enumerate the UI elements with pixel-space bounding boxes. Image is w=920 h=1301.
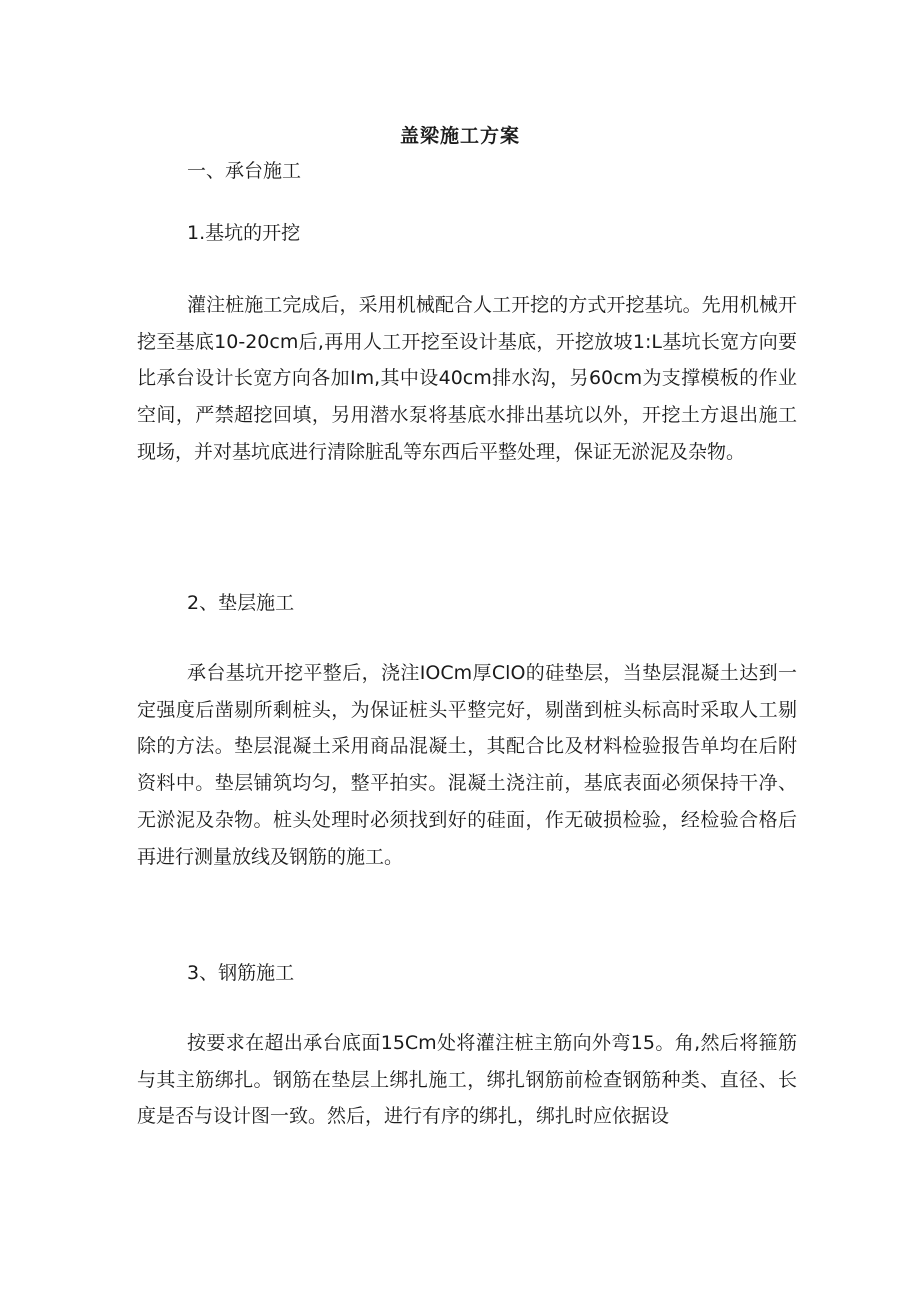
paragraph-excavation: 灌注桩施工完成后，采用机械配合人工开挖的方式开挖基坑。先用机械开挖至基底10-20cm后,再用人工开挖至设计基底，开挖放坡1:L基坑长宽方向要比承台设计长宽方向各加Im,其中设40cm排水沟，另60cm为支撑模板的作业空间，严禁超挖回填，另用潜水泵将基底水排出基坑以外，开挖土方退出施工现场，并对基坑底进行清除脏乱等东西后平整处理，保证无淤泥及杂物。 — [137, 294, 797, 463]
subsection-heading-rebar: 3、钢筋施工 — [187, 962, 295, 984]
document-title: 盖梁施工方案 — [399, 125, 520, 147]
subsection-heading-excavation: 1.基坑的开挖 — [187, 222, 301, 244]
subsection-heading-cushion: 2、垫层施工 — [187, 592, 295, 614]
paragraph-cushion: 承台基坑开挖平整后，浇注IOCm厚ClO的硅垫层，当垫层混凝土达到一定强度后凿剔所剩桩头，为保证桩头平整完好，剔凿到桩头标高时采取人工剔除的方法。垫层混凝土采用商品混凝土，其配合比及材料检验报告单均在后附资料中。垫层铺筑均匀，整平拍实。混凝土浇注前，基底表面必须保持干净、无淤泥及杂物。桩头处理时必须找到好的硅面，作无破损检验，经检验合格后再进行测量放线及钢筋的施工。 — [137, 662, 797, 868]
section-heading-cap-construction: 一、承台施工 — [187, 160, 302, 182]
paragraph-rebar: 按要求在超出承台底面15Cm处将灌注桩主筋向外弯15。角,然后将箍筋与其主筋绑扎。钢筋在垫层上绑扎施工，绑扎钢筋前检查钢筋种类、直径、长度是否与设计图一致。然后，进行有序的绑扎，绑扎时应依据设 — [137, 1032, 797, 1128]
